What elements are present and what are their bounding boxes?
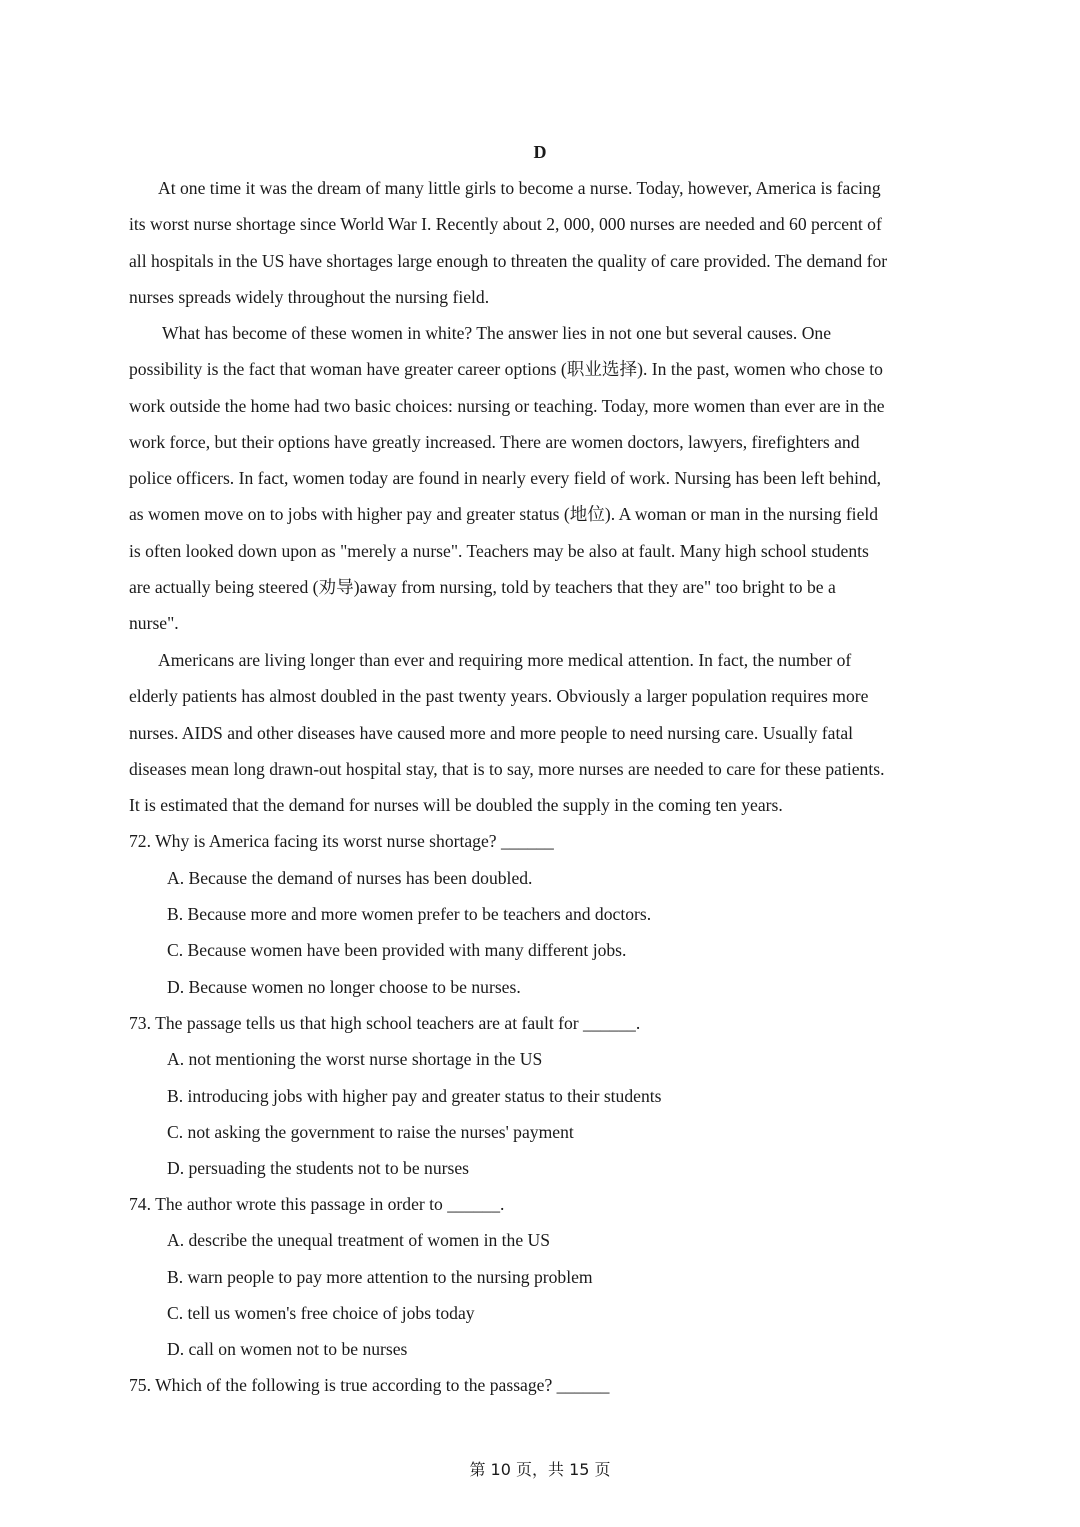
paragraph-line: diseases mean long drawn-out hospital stay, that is to say, more nurses are needed to care for these patients. bbox=[129, 758, 885, 779]
paragraph-line: possibility is the fact that woman have greater career options (职业选择). In the past, women who chose to bbox=[129, 359, 883, 380]
section-title: D bbox=[533, 142, 547, 162]
answer-option: D. Because women no longer choose to be nurses. bbox=[167, 977, 521, 997]
paragraph-line: nurse". bbox=[129, 613, 179, 634]
paragraph-line: nurses spreads widely throughout the nursing field. bbox=[129, 286, 490, 307]
answer-option: B. introducing jobs with higher pay and greater status to their students bbox=[167, 1086, 662, 1106]
passage-paragraph-2 bbox=[129, 315, 951, 642]
paragraph-line: police officers. In fact, women today are found in nearly every field of work. Nursing has been left behind, bbox=[129, 468, 882, 489]
paragraph-line: At one time it was the dream of many little girls to become a nurse. Today, however, America is facing bbox=[158, 178, 881, 198]
page-number-footer: 第 10 页，共 15 页 bbox=[469, 1460, 611, 1479]
paragraph-line: work outside the home had two basic choices: nursing or teaching. Today, more women than ever are in the bbox=[129, 395, 885, 416]
paragraph-line: What has become of these women in white? The answer lies in not one but several causes. One bbox=[162, 323, 832, 343]
paragraph-line: Americans are living longer than ever and requiring more medical attention. In fact, the number of bbox=[158, 650, 852, 670]
answer-option: D. call on women not to be nurses bbox=[167, 1339, 408, 1359]
paragraph-line: as women move on to jobs with higher pay and greater status (地位). A woman or man in the nursing field bbox=[129, 504, 879, 525]
paragraph-line: It is estimated that the demand for nurses will be doubled the supply in the coming ten years. bbox=[129, 795, 783, 816]
question-stem: 74. The author wrote this passage in order to ______. bbox=[129, 1194, 505, 1214]
paragraph-line: nurses. AIDS and other diseases have caused more and more people to need nursing care. Usually fatal bbox=[129, 722, 854, 743]
answer-option: B. Because more and more women prefer to be teachers and doctors. bbox=[167, 904, 652, 924]
paragraph-line: work force, but their options have greatly increased. There are women doctors, lawyers, firefighters and bbox=[129, 431, 860, 452]
paragraph-line: is often looked down upon as "merely a nurse". Teachers may be also at fault. Many high school students bbox=[129, 540, 869, 561]
paragraph-line: its worst nurse shortage since World War I. Recently about 2, 000, 000 nurses are needed and 60 percent of bbox=[129, 214, 882, 235]
answer-option: D. persuading the students not to be nurses bbox=[167, 1158, 469, 1178]
question-stem: 73. The passage tells us that high school teachers are at fault for ______. bbox=[129, 1013, 641, 1033]
paragraph-line: are actually being steered (劝导)away from nursing, told by teachers that they are" too bright to be a bbox=[129, 577, 836, 598]
passage-paragraph-1 bbox=[129, 170, 951, 315]
paragraph-line: elderly patients has almost doubled in the past twenty years. Obviously a larger population requires more bbox=[129, 686, 869, 707]
paragraph-line: all hospitals in the US have shortages large enough to threaten the quality of care provided. The demand for bbox=[129, 250, 888, 271]
answer-option: B. warn people to pay more attention to the nursing problem bbox=[167, 1267, 593, 1287]
question-stem: 72. Why is America facing its worst nurse shortage? ______ bbox=[129, 831, 554, 851]
question-stem: 75. Which of the following is true according to the passage? ______ bbox=[129, 1375, 610, 1395]
answer-option: C. not asking the government to raise the nurses' payment bbox=[167, 1122, 574, 1142]
answer-option: A. Because the demand of nurses has been doubled. bbox=[167, 868, 533, 888]
passage-paragraph-3 bbox=[129, 642, 951, 823]
answer-option: C. tell us women's free choice of jobs today bbox=[167, 1303, 475, 1323]
answer-option: C. Because women have been provided with many different jobs. bbox=[167, 940, 627, 960]
answer-option: A. describe the unequal treatment of women in the US bbox=[167, 1230, 551, 1250]
answer-option: A. not mentioning the worst nurse shortage in the US bbox=[167, 1049, 543, 1069]
